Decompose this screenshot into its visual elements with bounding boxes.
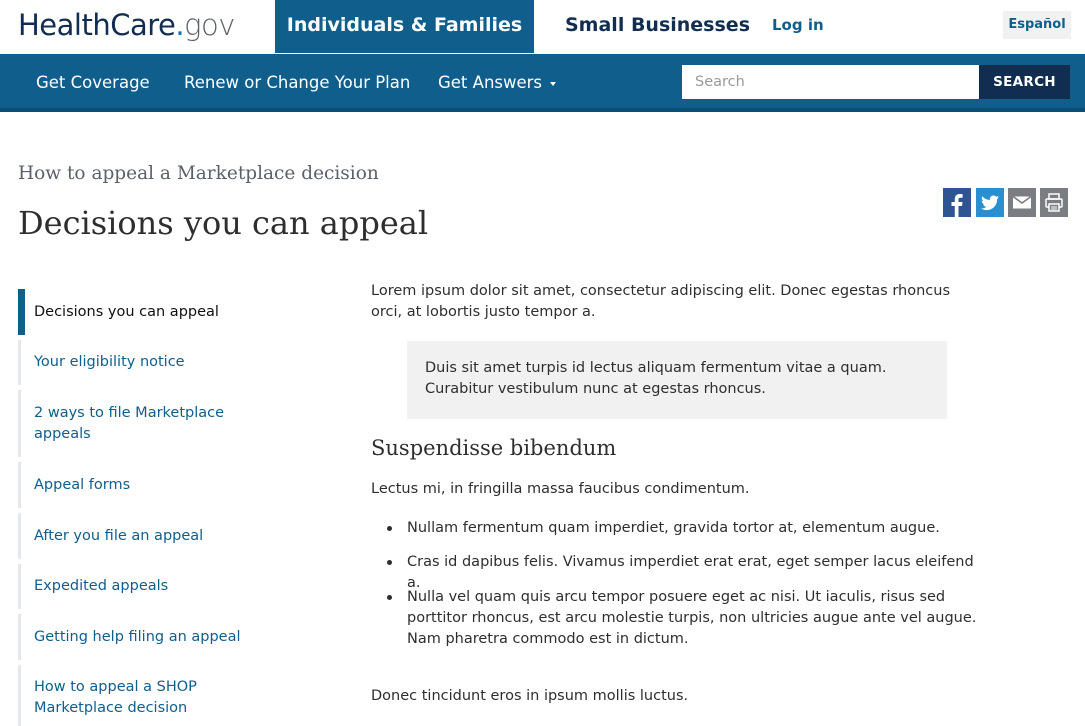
print-button[interactable] [1040, 188, 1068, 217]
email-share-button[interactable] [1008, 188, 1036, 217]
search-button[interactable]: SEARCH [979, 65, 1070, 99]
healthcare-gov-logo[interactable] [18, 8, 235, 42]
twitter-share-button[interactable] [976, 188, 1004, 217]
sidebar-item-label: How to appeal a SHOP Marketplace decision [34, 679, 197, 716]
intro-paragraph: Lorem ipsum dolor sit amet, consectetur adipiscing elit. Donec egestas rhoncus orci, at lobortis justo tempor a. [371, 283, 951, 320]
sidebar-item-getting-help[interactable] [18, 614, 246, 660]
sidebar-item-label: Getting help filing an appeal [34, 628, 241, 645]
list-item: Nulla vel quam quis arcu tempor posuere eget ac nisi. Ut iaculis, risus sed porttitor rhoncus, est arcu molestie turpis, non ultricies augue ante vel augue. Nam pharetra commodo est in dictum. [407, 587, 982, 650]
print-icon [1040, 188, 1068, 217]
sidebar-item-after-filing[interactable] [18, 513, 246, 559]
email-icon [1008, 188, 1036, 217]
tab-small-businesses[interactable]: Small Businesses [565, 14, 750, 36]
login-link[interactable]: Log in [772, 16, 824, 34]
sidebar-item-appeal-forms[interactable] [18, 462, 246, 508]
language-toggle-button[interactable]: Español [1003, 11, 1071, 39]
facebook-share-button[interactable] [943, 188, 971, 217]
sidebar-item-expedited[interactable] [18, 564, 246, 609]
search-input[interactable] [682, 65, 979, 99]
sidebar-item-decisions[interactable] [18, 289, 246, 335]
sidebar-item-label: Appeal forms [34, 476, 131, 493]
sidebar-item-shop-appeal[interactable] [18, 665, 246, 726]
nav-get-answers[interactable] [438, 54, 556, 110]
callout-text: Duis sit amet turpis id lectus aliquam fermentum vitae a quam. Curabitur vestibulum nunc at egestas rhoncus. [425, 360, 887, 397]
nav-get-coverage-label: Get Coverage [36, 73, 150, 92]
page-subtitle: How to appeal a Marketplace decision [18, 163, 379, 184]
twitter-icon [976, 188, 1004, 217]
logo-gov-text: gov [184, 8, 235, 42]
nav-get-coverage[interactable] [36, 54, 150, 110]
list-item: Cras id dapibus felis. Vivamus imperdiet erat erat, eget semper lacus eleifend a. [407, 552, 982, 594]
sidebar-item-label: Your eligibility notice [34, 354, 185, 370]
logo-dot: . [175, 8, 185, 42]
tab-individuals-families[interactable]: Individuals & Families [275, 0, 534, 53]
nav-renew-label: Renew or Change Your Plan [184, 73, 411, 92]
caret-down-icon [550, 82, 556, 86]
list-item: Nullam fermentum quam imperdiet, gravida tortor at, elementum augue. [407, 518, 982, 539]
sidebar-item-ways-to-file[interactable] [18, 390, 246, 457]
section-paragraph: Lectus mi, in fringilla massa faucibus condimentum. [371, 481, 750, 497]
nav-get-answers-label: Get Answers [438, 73, 543, 92]
nav-renew-change-plan[interactable] [184, 54, 410, 110]
top-bar [0, 0, 1085, 54]
closing-paragraph: Donec tincidunt eros in ipsum mollis luctus. [371, 688, 689, 704]
sidebar-item-label: Expedited appeals [34, 578, 169, 594]
page-title: Decisions you can appeal [18, 204, 429, 242]
callout-box [407, 341, 947, 419]
sidebar-item-label: After you file an appeal [34, 527, 204, 544]
sidebar-item-label: Decisions you can appeal [34, 303, 219, 320]
section-heading: Suspendisse bibendum [371, 436, 617, 460]
sidebar-item-eligibility-notice[interactable] [18, 340, 246, 385]
facebook-icon [943, 188, 971, 217]
main-nav [0, 54, 1085, 112]
sidebar-item-label: 2 ways to file Marketplace appeals [34, 404, 225, 442]
logo-healthcare-text: HealthCare [18, 8, 176, 42]
